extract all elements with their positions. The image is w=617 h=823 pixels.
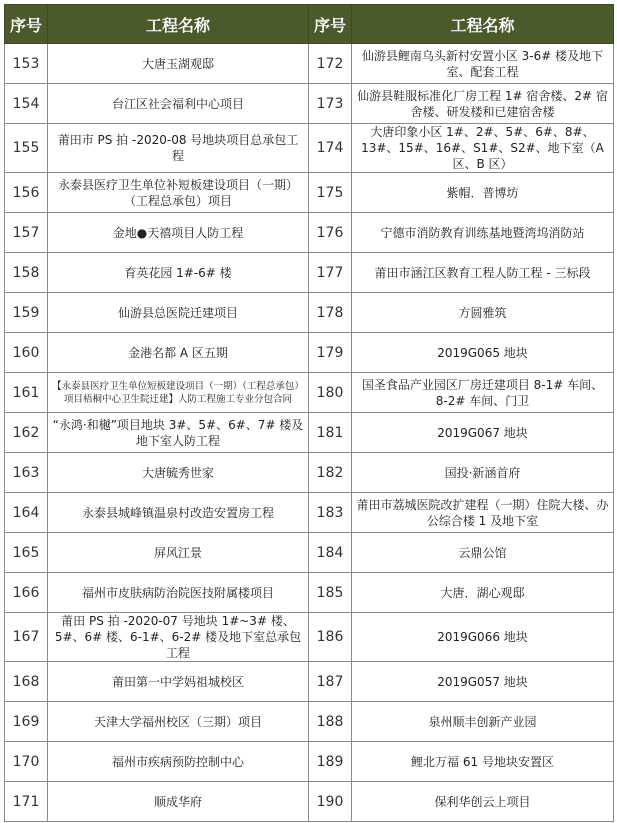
row-number-left: 155 — [5, 124, 48, 173]
row-number-left: 157 — [5, 213, 48, 253]
table-row — [5, 373, 614, 413]
table-row — [5, 613, 614, 662]
row-project-name-left: 天津大学福州校区（三期）项目 — [48, 702, 309, 742]
row-number-left: 166 — [5, 573, 48, 613]
table-row — [5, 173, 614, 213]
table-row — [5, 533, 614, 573]
row-project-name-left: “永鸿·和樾”项目地块 3#、5#、6#、7# 楼及地下室人防工程 — [48, 413, 309, 453]
row-number-right: 184 — [309, 533, 352, 573]
row-project-name-left: 福州市疾病预防控制中心 — [48, 742, 309, 782]
row-number-left: 162 — [5, 413, 48, 453]
row-number-right: 175 — [309, 173, 352, 213]
row-project-name-left: 屏风江景 — [48, 533, 309, 573]
row-number-left: 158 — [5, 253, 48, 293]
row-number-right: 186 — [309, 613, 352, 662]
row-project-name-right: 2019G057 地块 — [352, 662, 614, 702]
row-number-right: 187 — [309, 662, 352, 702]
table-row — [5, 44, 614, 84]
row-number-left: 161 — [5, 373, 48, 413]
row-project-name-left: 金地●天禧项目人防工程 — [48, 213, 309, 253]
row-number-right: 179 — [309, 333, 352, 373]
row-project-name-right: 国投·新涵首府 — [352, 453, 614, 493]
row-project-name-right: 保利华创云上项目 — [352, 782, 614, 822]
table-row — [5, 253, 614, 293]
row-project-name-right: 紫帽．普博坊 — [352, 173, 614, 213]
row-number-right: 181 — [309, 413, 352, 453]
header-name-left: 工程名称 — [48, 5, 309, 44]
row-project-name-right: 仙游县鲤南乌头新村安置小区 3-6# 楼及地下室、配套工程 — [352, 44, 614, 84]
row-project-name-right: 2019G066 地块 — [352, 613, 614, 662]
table-header-row — [5, 5, 614, 44]
row-project-name-right: 大唐．湖心观邸 — [352, 573, 614, 613]
row-project-name-right: 2019G065 地块 — [352, 333, 614, 373]
header-number-right: 序号 — [309, 5, 352, 44]
row-number-right: 189 — [309, 742, 352, 782]
row-number-left: 167 — [5, 613, 48, 662]
row-project-name-left: 莆田 PS 拍 -2020-07 号地块 1#~3# 楼、5#、6# 楼、6-1#、6-2# 楼及地下室总承包工程 — [48, 613, 309, 662]
row-number-right: 177 — [309, 253, 352, 293]
project-table — [4, 4, 614, 822]
row-number-left: 163 — [5, 453, 48, 493]
row-project-name-left: 福州市皮肤病防治院医技附属楼项目 — [48, 573, 309, 613]
row-number-right: 188 — [309, 702, 352, 742]
row-project-name-right: 云鼎公馆 — [352, 533, 614, 573]
row-number-right: 185 — [309, 573, 352, 613]
row-project-name-left: 大唐玉湖观邸 — [48, 44, 309, 84]
row-project-name-right: 宁德市消防教育训练基地暨湾坞消防站 — [352, 213, 614, 253]
row-number-left: 170 — [5, 742, 48, 782]
row-project-name-right: 莆田市荔城医院改扩建程（一期）住院大楼、办公综合楼 1 及地下室 — [352, 493, 614, 533]
row-project-name-left: 莆田市 PS 拍 -2020-08 号地块项目总承包工程 — [48, 124, 309, 173]
row-number-right: 173 — [309, 84, 352, 124]
row-project-name-right: 莆田市涵江区教育工程人防工程 - 三标段 — [352, 253, 614, 293]
row-number-right: 180 — [309, 373, 352, 413]
table-body — [5, 44, 614, 822]
table-row — [5, 493, 614, 533]
row-number-right: 178 — [309, 293, 352, 333]
table-row — [5, 742, 614, 782]
table-row — [5, 573, 614, 613]
project-table-container — [4, 4, 613, 822]
row-project-name-left: 永泰县城峰镇温泉村改造安置房工程 — [48, 493, 309, 533]
row-number-right: 190 — [309, 782, 352, 822]
row-number-left: 156 — [5, 173, 48, 213]
row-number-right: 182 — [309, 453, 352, 493]
row-project-name-left: 莆田第一中学妈祖城校区 — [48, 662, 309, 702]
table-row — [5, 453, 614, 493]
table-row — [5, 413, 614, 453]
row-project-name-right: 泉州顺丰创新产业园 — [352, 702, 614, 742]
row-number-right: 172 — [309, 44, 352, 84]
row-project-name-left: 大唐毓秀世家 — [48, 453, 309, 493]
row-project-name-right: 方圆雅筑 — [352, 293, 614, 333]
row-project-name-right: 鲤北万福 61 号地块安置区 — [352, 742, 614, 782]
row-number-left: 169 — [5, 702, 48, 742]
table-row — [5, 124, 614, 173]
table-row — [5, 782, 614, 822]
header-name-right: 工程名称 — [352, 5, 614, 44]
row-number-left: 164 — [5, 493, 48, 533]
row-number-right: 174 — [309, 124, 352, 173]
row-project-name-left: 金港名都 A 区五期 — [48, 333, 309, 373]
row-project-name-left: 育英花园 1#-6# 楼 — [48, 253, 309, 293]
table-row — [5, 333, 614, 373]
row-project-name-left: 永泰县医疗卫生单位补短板建设项目（一期）（工程总承包）项目 — [48, 173, 309, 213]
table-row — [5, 702, 614, 742]
row-project-name-right: 大唐印象小区 1#、2#、5#、6#、8#、13#、15#、16#、S1#、S2#、地下室（A 区、B 区） — [352, 124, 614, 173]
table-row — [5, 662, 614, 702]
row-project-name-left: 顺成华府 — [48, 782, 309, 822]
header-number-left: 序号 — [5, 5, 48, 44]
row-number-right: 183 — [309, 493, 352, 533]
row-number-right: 176 — [309, 213, 352, 253]
row-project-name-left: 【永泰县医疗卫生单位短板建设项目（一期）（工程总承包）项目梧桐中心卫生院迁建】人防工程施工专业分包合同 — [48, 373, 309, 413]
row-project-name-left: 仙游县总医院迁建项目 — [48, 293, 309, 333]
row-number-left: 159 — [5, 293, 48, 333]
row-number-left: 153 — [5, 44, 48, 84]
row-number-left: 165 — [5, 533, 48, 573]
table-row — [5, 213, 614, 253]
row-number-left: 171 — [5, 782, 48, 822]
row-project-name-left: 台江区社会福利中心项目 — [48, 84, 309, 124]
row-number-left: 154 — [5, 84, 48, 124]
row-project-name-right: 2019G067 地块 — [352, 413, 614, 453]
row-number-left: 160 — [5, 333, 48, 373]
row-project-name-right: 仙游县鞋服标准化厂房工程 1# 宿舍楼、2# 宿舍楼、研发楼和已建宿舍楼 — [352, 84, 614, 124]
table-row — [5, 84, 614, 124]
row-project-name-right: 国圣食品产业园区厂房迁建项目 8-1# 车间、8-2# 车间、门卫 — [352, 373, 614, 413]
table-row — [5, 293, 614, 333]
row-number-left: 168 — [5, 662, 48, 702]
